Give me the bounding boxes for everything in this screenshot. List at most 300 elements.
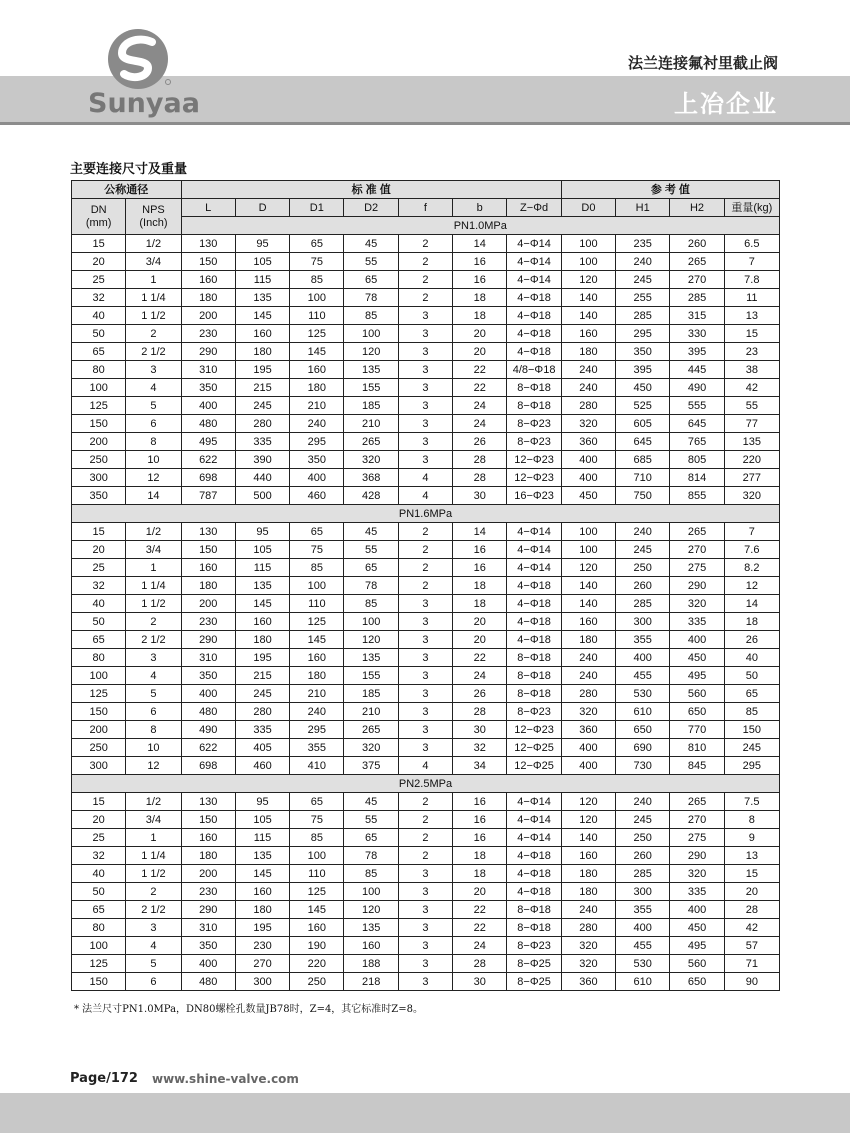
table-cell: 8−Φ25 bbox=[507, 955, 561, 973]
table-cell: 265 bbox=[670, 793, 724, 811]
table-cell: 240 bbox=[561, 361, 615, 379]
table-row bbox=[72, 973, 780, 991]
table-cell: 3 bbox=[398, 415, 452, 433]
table-cell: 270 bbox=[670, 541, 724, 559]
table-cell: 245 bbox=[235, 685, 289, 703]
table-row bbox=[72, 577, 780, 595]
table-cell: 3 bbox=[398, 613, 452, 631]
table-cell: 265 bbox=[344, 433, 398, 451]
table-cell: 280 bbox=[561, 919, 615, 937]
table-cell: 180 bbox=[181, 289, 235, 307]
table-row bbox=[72, 415, 780, 433]
table-cell: 22 bbox=[453, 919, 507, 937]
table-cell: 3 bbox=[398, 649, 452, 667]
table-cell: 4−Φ18 bbox=[507, 865, 561, 883]
website-url: www.shine-valve.com bbox=[152, 1072, 299, 1086]
table-cell: 4−Φ18 bbox=[507, 307, 561, 325]
table-cell: 22 bbox=[453, 379, 507, 397]
table-cell: 100 bbox=[344, 613, 398, 631]
table-cell: 240 bbox=[616, 793, 670, 811]
table-row bbox=[72, 523, 780, 541]
table-cell: 18 bbox=[453, 577, 507, 595]
table-row bbox=[72, 955, 780, 973]
table-cell: 4 bbox=[126, 937, 181, 955]
table-cell: 245 bbox=[616, 811, 670, 829]
table-cell: 180 bbox=[235, 901, 289, 919]
table-cell: 150 bbox=[72, 703, 126, 721]
table-cell: 350 bbox=[181, 937, 235, 955]
table-cell: 135 bbox=[235, 847, 289, 865]
table-cell: 145 bbox=[235, 307, 289, 325]
table-cell: 650 bbox=[670, 703, 724, 721]
table-cell: 85 bbox=[344, 865, 398, 883]
table-cell: 180 bbox=[235, 631, 289, 649]
table-cell: 2 bbox=[398, 793, 452, 811]
table-cell: 100 bbox=[344, 883, 398, 901]
table-cell: 8 bbox=[126, 433, 181, 451]
table-cell: 245 bbox=[235, 397, 289, 415]
table-cell: 71 bbox=[724, 955, 779, 973]
table-cell: 160 bbox=[235, 325, 289, 343]
col-header-nps-unit: (Inch) bbox=[139, 216, 168, 229]
table-cell: 230 bbox=[235, 937, 289, 955]
table-cell: 34 bbox=[453, 757, 507, 775]
table-row bbox=[72, 361, 780, 379]
table-cell: 20 bbox=[453, 631, 507, 649]
table-cell: 75 bbox=[290, 541, 344, 559]
table-cell: 12−Φ23 bbox=[507, 469, 561, 487]
table-row bbox=[72, 469, 780, 487]
table-cell: 215 bbox=[235, 379, 289, 397]
table-cell: 1 bbox=[126, 559, 181, 577]
table-cell: 220 bbox=[724, 451, 779, 469]
table-cell: 12 bbox=[126, 757, 181, 775]
table-cell: 45 bbox=[344, 793, 398, 811]
table-cell: 15 bbox=[72, 235, 126, 253]
table-cell: 160 bbox=[290, 361, 344, 379]
table-cell: 395 bbox=[616, 361, 670, 379]
table-cell: 310 bbox=[181, 919, 235, 937]
table-cell: 320 bbox=[670, 865, 724, 883]
table-cell: 16 bbox=[453, 559, 507, 577]
table-cell: 140 bbox=[561, 829, 615, 847]
table-cell: 4−Φ18 bbox=[507, 343, 561, 361]
table-cell: 1 1/4 bbox=[126, 577, 181, 595]
table-cell: 295 bbox=[724, 757, 779, 775]
table-row bbox=[72, 613, 780, 631]
table-cell: 2 bbox=[398, 235, 452, 253]
table-cell: 110 bbox=[290, 307, 344, 325]
table-cell: 125 bbox=[290, 325, 344, 343]
table-cell: 3 bbox=[398, 397, 452, 415]
table-cell: 277 bbox=[724, 469, 779, 487]
table-cell: 8−Φ23 bbox=[507, 937, 561, 955]
table-cell: 390 bbox=[235, 451, 289, 469]
table-cell: 335 bbox=[235, 721, 289, 739]
table-row bbox=[72, 541, 780, 559]
col-header-weight: 重量(kg) bbox=[724, 199, 779, 217]
table-cell: 845 bbox=[670, 757, 724, 775]
pressure-row bbox=[72, 775, 780, 793]
table-cell: 335 bbox=[670, 613, 724, 631]
table-cell: 455 bbox=[616, 937, 670, 955]
table-cell: 460 bbox=[235, 757, 289, 775]
table-cell: 1 1/4 bbox=[126, 289, 181, 307]
table-cell: 155 bbox=[344, 379, 398, 397]
table-cell: 110 bbox=[290, 595, 344, 613]
table-cell: 250 bbox=[72, 739, 126, 757]
table-cell: 95 bbox=[235, 793, 289, 811]
table-row bbox=[72, 721, 780, 739]
table-cell: 300 bbox=[616, 613, 670, 631]
table-cell: 20 bbox=[72, 541, 126, 559]
table-cell: 42 bbox=[724, 919, 779, 937]
table-row bbox=[72, 757, 780, 775]
table-cell: 375 bbox=[344, 757, 398, 775]
col-header-d1: D1 bbox=[290, 199, 344, 217]
table-cell: 770 bbox=[670, 721, 724, 739]
table-cell: 18 bbox=[453, 289, 507, 307]
table-cell: 290 bbox=[181, 901, 235, 919]
table-cell: 750 bbox=[616, 487, 670, 505]
table-cell: 140 bbox=[561, 289, 615, 307]
table-cell: 4−Φ14 bbox=[507, 523, 561, 541]
product-title: 法兰连接氟衬里截止阀 bbox=[627, 54, 778, 72]
table-cell: 3/4 bbox=[126, 541, 181, 559]
table-cell: 8−Φ18 bbox=[507, 379, 561, 397]
table-row bbox=[72, 451, 780, 469]
table-cell: 3 bbox=[398, 307, 452, 325]
table-cell: 4 bbox=[126, 379, 181, 397]
table-cell: 130 bbox=[181, 793, 235, 811]
table-cell: 1 1/4 bbox=[126, 847, 181, 865]
col-header-h2: H2 bbox=[670, 199, 724, 217]
table-cell: 13 bbox=[724, 307, 779, 325]
col-header-d0: D0 bbox=[561, 199, 615, 217]
table-cell: 1 bbox=[126, 829, 181, 847]
table-cell: 125 bbox=[72, 685, 126, 703]
table-cell: 215 bbox=[235, 667, 289, 685]
table-cell: 55 bbox=[344, 541, 398, 559]
table-cell: 20 bbox=[453, 883, 507, 901]
table-cell: 610 bbox=[616, 703, 670, 721]
table-cell: 240 bbox=[561, 649, 615, 667]
table-cell: 855 bbox=[670, 487, 724, 505]
table-cell: 320 bbox=[344, 739, 398, 757]
table-row bbox=[72, 919, 780, 937]
table-cell: 8−Φ18 bbox=[507, 667, 561, 685]
table-cell: 200 bbox=[181, 307, 235, 325]
table-cell: 310 bbox=[181, 361, 235, 379]
table-cell: 260 bbox=[616, 847, 670, 865]
table-cell: 650 bbox=[616, 721, 670, 739]
table-cell: 360 bbox=[561, 433, 615, 451]
table-cell: 280 bbox=[235, 703, 289, 721]
table-cell: 285 bbox=[670, 289, 724, 307]
table-cell: 240 bbox=[561, 901, 615, 919]
table-cell: 2 bbox=[398, 847, 452, 865]
table-cell: 400 bbox=[181, 685, 235, 703]
table-cell: 90 bbox=[724, 973, 779, 991]
table-cell: 5 bbox=[126, 955, 181, 973]
table-cell: 787 bbox=[181, 487, 235, 505]
table-cell: 8 bbox=[724, 811, 779, 829]
table-cell: 150 bbox=[181, 541, 235, 559]
table-cell: 120 bbox=[344, 901, 398, 919]
table-cell: 315 bbox=[670, 307, 724, 325]
table-cell: 4 bbox=[126, 667, 181, 685]
dimensions-table bbox=[71, 180, 780, 991]
table-cell: 25 bbox=[72, 271, 126, 289]
table-cell: 11 bbox=[724, 289, 779, 307]
table-cell: 320 bbox=[561, 415, 615, 433]
table-cell: 3 bbox=[126, 361, 181, 379]
table-cell: 295 bbox=[290, 433, 344, 451]
table-cell: 210 bbox=[290, 397, 344, 415]
table-cell: 814 bbox=[670, 469, 724, 487]
table-row bbox=[72, 883, 780, 901]
col-header-zd: Z−Φd bbox=[507, 199, 561, 217]
table-cell: 730 bbox=[616, 757, 670, 775]
table-cell: 160 bbox=[561, 325, 615, 343]
table-cell: 26 bbox=[453, 685, 507, 703]
table-cell: 270 bbox=[235, 955, 289, 973]
table-cell: 45 bbox=[344, 235, 398, 253]
table-cell: 285 bbox=[616, 307, 670, 325]
table-cell: 7.6 bbox=[724, 541, 779, 559]
table-cell: 50 bbox=[72, 325, 126, 343]
pressure-row bbox=[72, 505, 780, 523]
table-cell: 245 bbox=[724, 739, 779, 757]
table-cell: 3 bbox=[398, 685, 452, 703]
table-cell: 285 bbox=[616, 865, 670, 883]
table-cell: 240 bbox=[561, 379, 615, 397]
table-cell: 160 bbox=[561, 613, 615, 631]
table-cell: 16 bbox=[453, 541, 507, 559]
table-cell: 265 bbox=[670, 253, 724, 271]
table-cell: 78 bbox=[344, 289, 398, 307]
table-cell: 3 bbox=[398, 937, 452, 955]
table-cell: 125 bbox=[290, 883, 344, 901]
table-cell: 8−Φ23 bbox=[507, 415, 561, 433]
table-cell: 65 bbox=[344, 829, 398, 847]
table-cell: 3 bbox=[398, 667, 452, 685]
col-header-dn-label: DN bbox=[90, 203, 107, 216]
table-cell: 1 1/2 bbox=[126, 595, 181, 613]
table-cell: 150 bbox=[181, 811, 235, 829]
table-cell: 18 bbox=[453, 847, 507, 865]
table-row bbox=[72, 793, 780, 811]
table-cell: 6 bbox=[126, 973, 181, 991]
table-cell: 250 bbox=[72, 451, 126, 469]
table-cell: 280 bbox=[235, 415, 289, 433]
table-cell: 2 1/2 bbox=[126, 901, 181, 919]
table-cell: 400 bbox=[181, 397, 235, 415]
table-cell: 8−Φ25 bbox=[507, 973, 561, 991]
table-cell: 12−Φ25 bbox=[507, 757, 561, 775]
table-cell: 350 bbox=[181, 379, 235, 397]
table-cell: 6 bbox=[126, 415, 181, 433]
table-cell: 125 bbox=[72, 397, 126, 415]
table-cell: 320 bbox=[344, 451, 398, 469]
table-cell: 440 bbox=[235, 469, 289, 487]
table-cell: 32 bbox=[72, 847, 126, 865]
table-row bbox=[72, 271, 780, 289]
table-cell: 150 bbox=[724, 721, 779, 739]
table-cell: 645 bbox=[670, 415, 724, 433]
table-cell: 8−Φ23 bbox=[507, 703, 561, 721]
table-cell: 23 bbox=[724, 343, 779, 361]
table-cell: 65 bbox=[72, 901, 126, 919]
table-cell: 450 bbox=[616, 379, 670, 397]
table-row bbox=[72, 487, 780, 505]
table-cell: 100 bbox=[344, 325, 398, 343]
table-cell: 810 bbox=[670, 739, 724, 757]
table-cell: 4−Φ18 bbox=[507, 883, 561, 901]
table-cell: 480 bbox=[181, 973, 235, 991]
table-cell: 2 bbox=[126, 325, 181, 343]
table-cell: 125 bbox=[72, 955, 126, 973]
table-cell: 4−Φ18 bbox=[507, 847, 561, 865]
table-cell: 30 bbox=[453, 721, 507, 739]
table-cell: 4−Φ18 bbox=[507, 577, 561, 595]
table-cell: 300 bbox=[616, 883, 670, 901]
footer-band bbox=[0, 1093, 850, 1133]
table-cell: 8−Φ18 bbox=[507, 901, 561, 919]
table-cell: 38 bbox=[724, 361, 779, 379]
table-cell: 5 bbox=[126, 397, 181, 415]
table-cell: 2 bbox=[398, 253, 452, 271]
table-cell: 3 bbox=[398, 973, 452, 991]
table-cell: 320 bbox=[561, 955, 615, 973]
table-cell: 18 bbox=[453, 595, 507, 613]
page-number: Page/172 bbox=[70, 1071, 138, 1086]
table-cell: 115 bbox=[235, 829, 289, 847]
table-row bbox=[72, 649, 780, 667]
table-cell: 240 bbox=[290, 415, 344, 433]
table-cell: 400 bbox=[561, 469, 615, 487]
table-cell: 155 bbox=[344, 667, 398, 685]
table-cell: 400 bbox=[670, 901, 724, 919]
table-cell: 115 bbox=[235, 559, 289, 577]
pressure-label: PN1.0MPa bbox=[181, 217, 779, 235]
table-cell: 240 bbox=[561, 667, 615, 685]
table-cell: 105 bbox=[235, 253, 289, 271]
table-cell: 80 bbox=[72, 649, 126, 667]
table-cell: 110 bbox=[290, 865, 344, 883]
table-cell: 3 bbox=[398, 721, 452, 739]
table-cell: 130 bbox=[181, 523, 235, 541]
table-cell: 200 bbox=[181, 595, 235, 613]
table-cell: 4−Φ18 bbox=[507, 289, 561, 307]
table-cell: 135 bbox=[344, 649, 398, 667]
table-cell: 160 bbox=[344, 937, 398, 955]
table-cell: 8−Φ18 bbox=[507, 919, 561, 937]
table-cell: 30 bbox=[453, 487, 507, 505]
table-cell: 395 bbox=[670, 343, 724, 361]
col-header-dn bbox=[72, 199, 126, 235]
table-cell: 20 bbox=[72, 253, 126, 271]
table-cell: 4−Φ14 bbox=[507, 559, 561, 577]
table-cell: 1/2 bbox=[126, 235, 181, 253]
table-cell: 765 bbox=[670, 433, 724, 451]
table-cell: 240 bbox=[290, 703, 344, 721]
col-header-d: D bbox=[235, 199, 289, 217]
table-cell: 400 bbox=[670, 631, 724, 649]
table-cell: 185 bbox=[344, 685, 398, 703]
table-row bbox=[72, 379, 780, 397]
table-cell: 7.8 bbox=[724, 271, 779, 289]
table-cell: 25 bbox=[72, 829, 126, 847]
table-cell: 250 bbox=[290, 973, 344, 991]
table-cell: 18 bbox=[453, 307, 507, 325]
table-cell: 335 bbox=[670, 883, 724, 901]
table-cell: 55 bbox=[724, 397, 779, 415]
table-cell: 4 bbox=[398, 487, 452, 505]
table-cell: 195 bbox=[235, 919, 289, 937]
table-cell: 65 bbox=[290, 793, 344, 811]
table-cell: 195 bbox=[235, 649, 289, 667]
table-cell: 12 bbox=[724, 577, 779, 595]
table-cell: 8−Φ18 bbox=[507, 685, 561, 703]
table-cell: 40 bbox=[724, 649, 779, 667]
table-cell: 95 bbox=[235, 523, 289, 541]
table-cell: 290 bbox=[670, 577, 724, 595]
table-cell: 4−Φ18 bbox=[507, 325, 561, 343]
table-cell: 245 bbox=[616, 541, 670, 559]
table-cell: 650 bbox=[670, 973, 724, 991]
table-cell: 15 bbox=[724, 325, 779, 343]
table-cell: 2 bbox=[398, 577, 452, 595]
table-cell: 180 bbox=[181, 847, 235, 865]
table-cell: 65 bbox=[290, 523, 344, 541]
table-cell: 7 bbox=[724, 253, 779, 271]
table-cell: 200 bbox=[72, 433, 126, 451]
table-cell: 100 bbox=[290, 847, 344, 865]
table-cell: 210 bbox=[344, 703, 398, 721]
table-cell: 95 bbox=[235, 235, 289, 253]
table-cell: 275 bbox=[670, 829, 724, 847]
table-cell: 218 bbox=[344, 973, 398, 991]
table-cell: 57 bbox=[724, 937, 779, 955]
col-header-l: L bbox=[181, 199, 235, 217]
table-cell: 20 bbox=[453, 325, 507, 343]
table-cell: 25 bbox=[72, 559, 126, 577]
table-cell: 1 bbox=[126, 271, 181, 289]
table-cell: 145 bbox=[235, 865, 289, 883]
table-cell: 24 bbox=[453, 397, 507, 415]
table-cell: 20 bbox=[724, 883, 779, 901]
table-cell: 295 bbox=[290, 721, 344, 739]
col-header-d2: D2 bbox=[344, 199, 398, 217]
table-row bbox=[72, 307, 780, 325]
table-cell: 622 bbox=[181, 739, 235, 757]
table-cell: 13 bbox=[724, 847, 779, 865]
table-cell: 2 1/2 bbox=[126, 631, 181, 649]
table-cell: 6 bbox=[126, 703, 181, 721]
table-cell: 265 bbox=[670, 523, 724, 541]
table-cell: 22 bbox=[453, 649, 507, 667]
table-cell: 235 bbox=[616, 235, 670, 253]
table-cell: 78 bbox=[344, 847, 398, 865]
table-column-header-row bbox=[72, 199, 780, 217]
table-cell: 3 bbox=[398, 919, 452, 937]
table-cell: 400 bbox=[290, 469, 344, 487]
table-row bbox=[72, 901, 780, 919]
table-row bbox=[72, 343, 780, 361]
table-cell: 20 bbox=[453, 613, 507, 631]
table-cell: 22 bbox=[453, 361, 507, 379]
